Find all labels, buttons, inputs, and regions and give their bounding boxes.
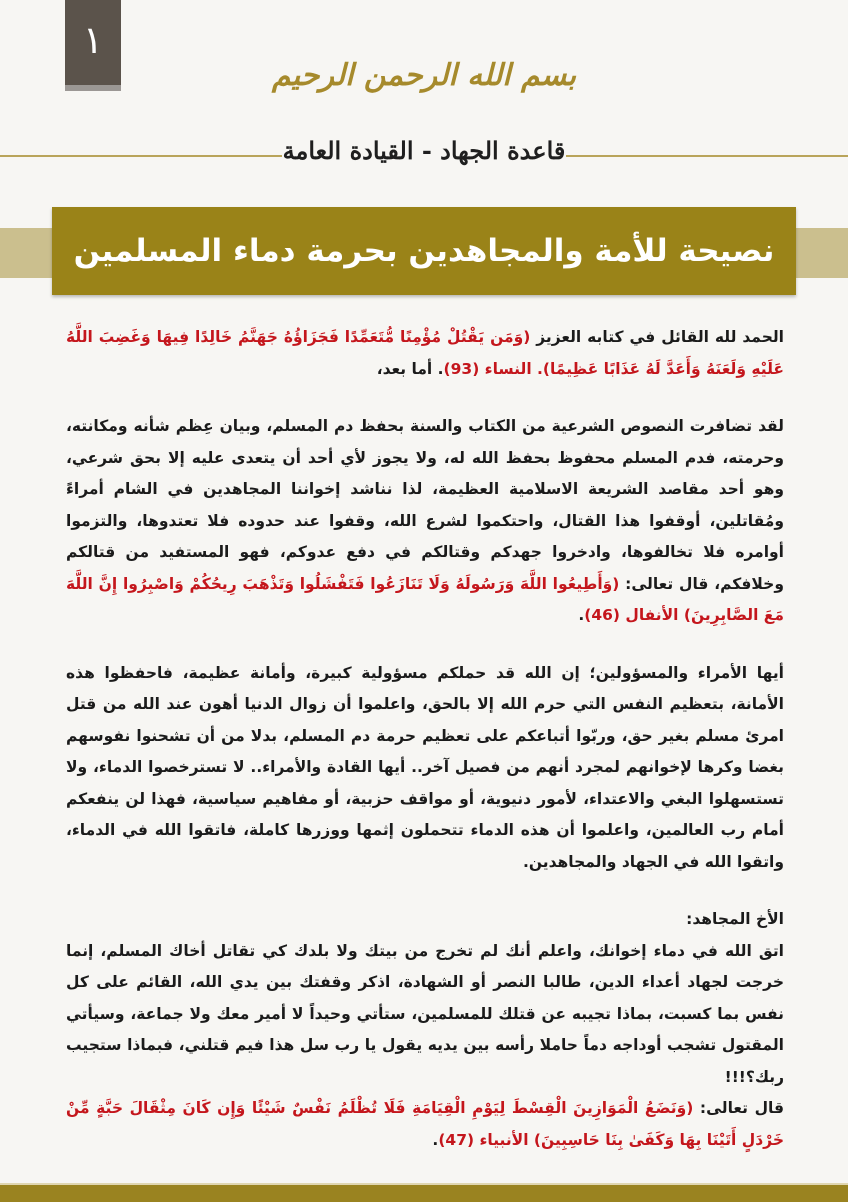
page-number: ١: [65, 0, 121, 91]
quran-verse: (وَنَضَعُ الْمَوَازِينَ الْقِسْطَ لِيَوْمِ الْقِيَامَةِ فَلَا تُظْلَمُ نَفْسٌ شَيْئًا وَإِن كَانَ مِثْقَالَ حَبَّةٍ مِّنْ خَرْدَلٍ أَتَيْنَا بِهَا وَكَفَىٰ بِنَا حَاسِبِينَ) الأنبياء (47): [66, 1099, 784, 1149]
footer-bar: [0, 1183, 848, 1202]
text: لقد تضافرت النصوص الشرعية من الكتاب والسنة بحفظ دم المسلم، وبيان عِظم شأنه ومكانته، وحرمته، فدم المسلم محفوظ بحفظ الله له، ولا يجوز لأي أحد أن يتعدى عليه إلا بحق شرعي، وهو أحد مقاصد الشريعة الاسلامية العظيمة، لذا نناشد إخواننا المجاهدين في الشام أمراءً ومُقاتلين، أوقفوا هذا القتال، واحتكموا لشرع الله، وقفوا عند حدوده فلا تعتدوها، والتزموا أوامره فلا تخالفوها، وادخروا جهدكم وقتالكم في دفع عدوكم، فهو المستفيد من قتالكم وخلافكم، قال تعالى:: [66, 417, 784, 593]
title-banner: [52, 207, 796, 295]
text: .: [578, 606, 585, 624]
paragraph-mujahid: اتق الله في دماء إخوانك، واعلم أنك لم تخرج من بيتك ولا بلدك كي تقاتل أخاك المسلم، إنما خرجت لجهاد أعداء الدين، طالبا النصر أو الشهادة، اذكر وقفتك بين يدي الله، القائم على كل نفس بما كسبت، بماذا تجيبه عن قتلك للمسلمين، ستأتي وحيداً لا أمير معك ولا جماعة، وسيأتي المقتول تشجب أوداجه دماً حاملا رأسه بين يديه يقول يا رب سل هذا فيم قتلني، فبماذا ستجيب ربك؟!!!: [66, 941, 784, 1086]
paragraph-intro: [66, 322, 784, 385]
organization-name: قاعدة الجهاد - القيادة العامة: [282, 136, 566, 165]
paragraph-sanctity: [66, 411, 784, 632]
text: الحمد لله القائل في كتابه العزيز: [530, 328, 784, 346]
text: . أما بعد،: [376, 359, 444, 378]
quran-verse: (وَأَطِيعُوا اللَّهَ وَرَسُولَهُ وَلَا تَنَازَعُوا فَتَفْشَلُوا وَتَذْهَبَ رِيحُكُمْ وَاصْبِرُوا إِنَّ اللَّهَ مَعَ الصَّابِرِينَ) الأنفال (46): [66, 574, 784, 624]
divider-line: [0, 155, 282, 157]
organization-header: [0, 136, 848, 176]
page-title: نصيحة للأمة والمجاهدين بحرمة دماء المسلمين: [73, 233, 775, 269]
document-body: [66, 322, 784, 1182]
paragraph-heading: الأخ المجاهد:: [686, 910, 784, 928]
paragraph-closing-verse: [66, 1093, 784, 1156]
text: .: [432, 1130, 439, 1149]
quran-verse: (وَمَن يَقْتُلْ مُؤْمِنًا مُّتَعَمِّدًا فَجَزَاؤُهُ جَهَنَّمُ خَالِدًا فِيهَا وَغَضِبَ اللَّهُ عَلَيْهِ وَلَعَنَهُ وَأَعَدَّ لَهُ عَذَابًا عَظِيمًا). النساء (93): [66, 328, 784, 378]
paragraph-leaders: أيها الأمراء والمسؤولين؛ إن الله قد حملكم مسؤولية كبيرة، وأمانة عظيمة، فاحفظوا هذه الأمانة، بتعظيم النفس التي حرم الله إلا بالحق، واعلموا أن زوال الدنيا أهون عند الله من قتل امرئ مسلم بغير حق، وربّوا أتباعكم على تعظيم حرمة دم المسلم، بدلا من أن تشحنوا نفوسهم بغضا وكرها لإخوانهم لمجرد أنهم من فصيل آخر.. أيها القادة والأمراء.. لا تسترخصوا الدماء، ولا تستسهلوا البغي والاعتداء، لأمور دنيوية، أو مواقف حزبية، أو مفاهيم سياسية، فهذا لن ينفعكم أمام رب العالمين، واعلموا أن هذه الدماء تتحملون إثمها ووزرها كاملة، فاتقوا الله في الدماء، واتقوا الله في الجهاد والمجاهدين.: [66, 663, 784, 871]
text: قال تعالى:: [693, 1099, 784, 1117]
bismillah-calligraphy: بسم الله الرحمن الرحيم: [271, 58, 577, 93]
divider-line: [566, 155, 848, 157]
